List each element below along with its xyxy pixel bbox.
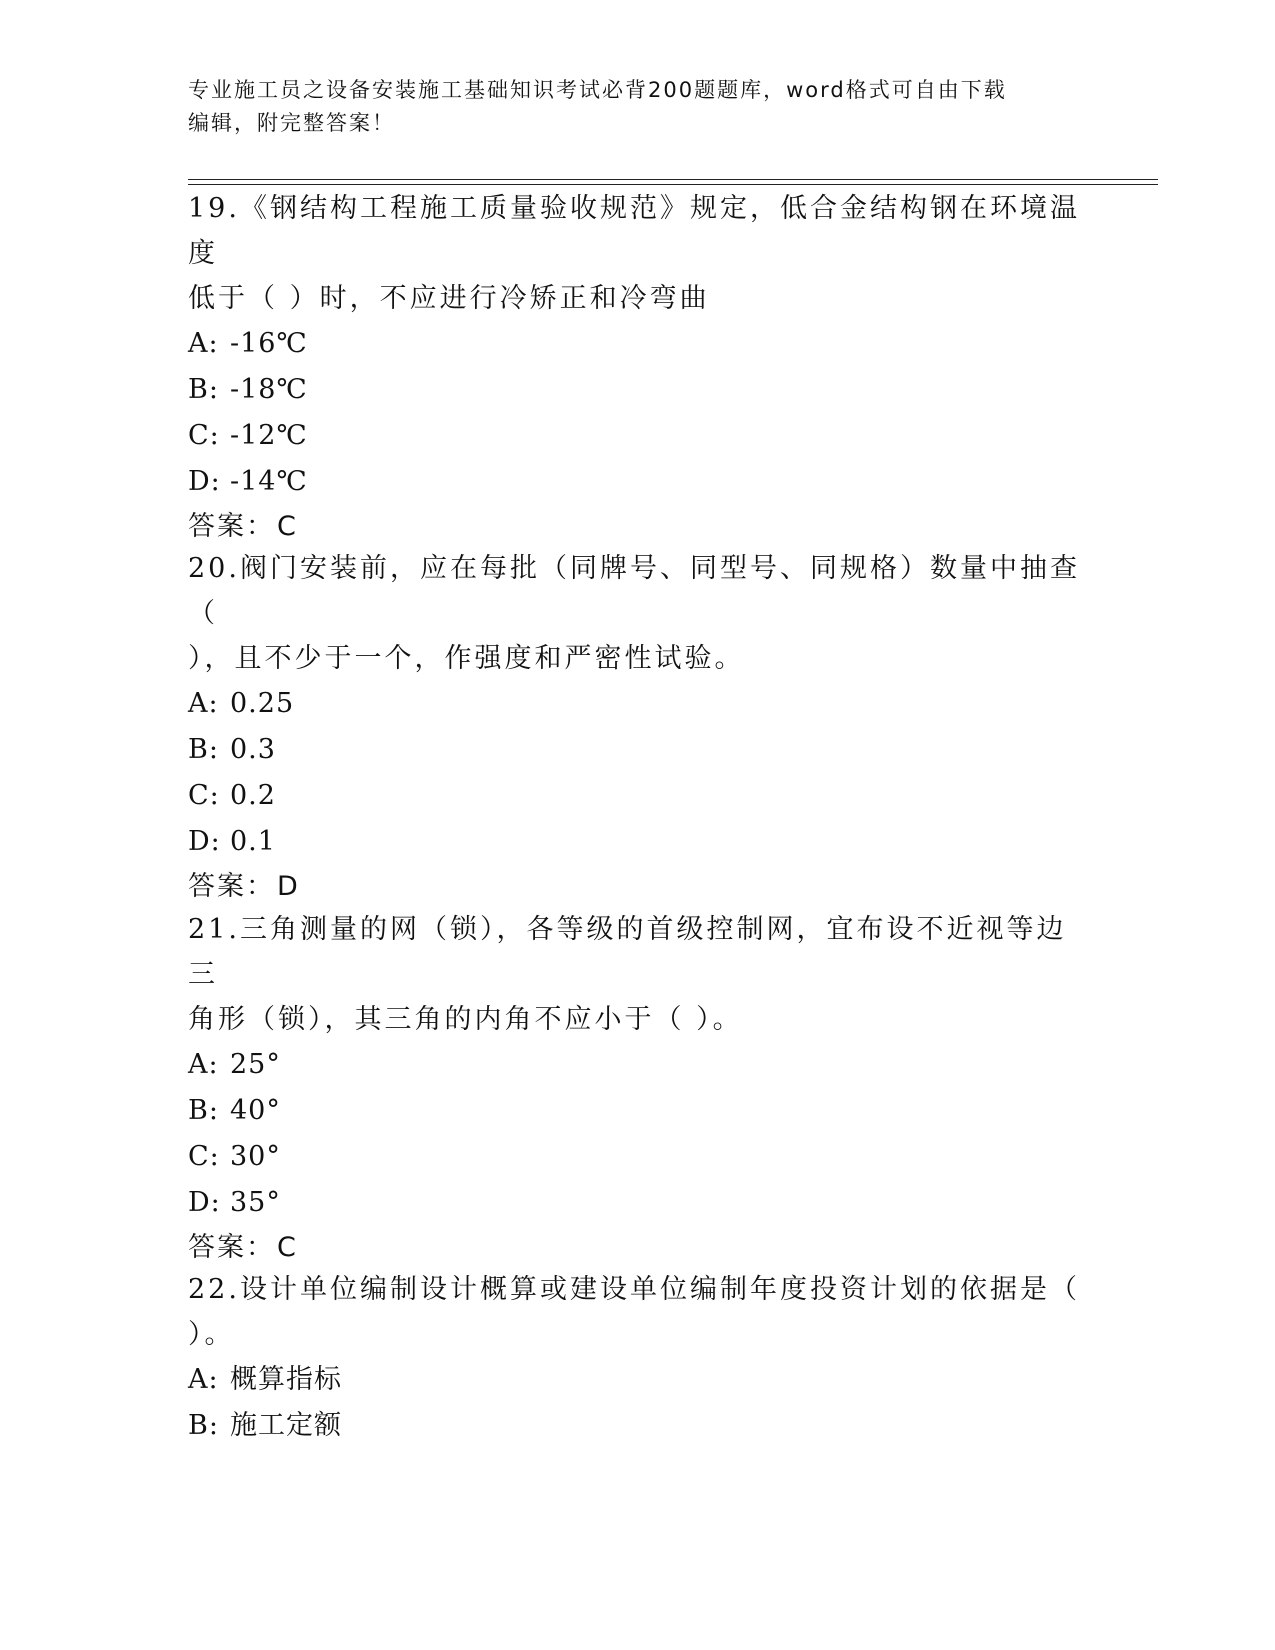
answer-value: D [277, 871, 298, 902]
question-stem-line-2: 角形（锁），其三角的内角不应小于（ ）。 [188, 1004, 743, 1035]
option-text: 0.2 [230, 780, 276, 811]
option-letter: A: [188, 1049, 219, 1080]
answer-line [188, 865, 1088, 909]
option-letter: B: [188, 374, 219, 405]
option-b [188, 1088, 1088, 1134]
question-stem [188, 186, 1088, 321]
option-text: 40° [230, 1095, 281, 1126]
question-stem [188, 907, 1088, 1042]
question-stem-line-1: 20.阀门安装前，应在每批（同牌号、同型号、同规格）数量中抽查（ [188, 553, 1080, 629]
header-line-2: 编辑，附完整答案！ [188, 111, 395, 135]
option-letter: D: [188, 826, 221, 857]
option-a [188, 321, 1088, 367]
question-stem-line-2: 低于（ ）时，不应进行冷矫正和冷弯曲 [188, 283, 710, 314]
question-stem-line-2: ）。 [188, 1319, 235, 1350]
answer-line [188, 1226, 1088, 1270]
option-text: 0.1 [230, 826, 276, 857]
option-letter: B: [188, 1095, 219, 1126]
option-text: 30° [230, 1141, 281, 1172]
answer-label: 答案： [188, 871, 275, 902]
option-text: -14℃ [230, 466, 308, 497]
question-stem [188, 1267, 1088, 1357]
option-letter: A: [188, 328, 219, 359]
option-letter: C: [188, 780, 220, 811]
question-22 [188, 1267, 1088, 1449]
option-c [188, 773, 1088, 819]
option-b [188, 1403, 1088, 1449]
question-stem-line-1: 22.设计单位编制设计概算或建设单位编制年度投资计划的依据是（ [188, 1274, 1080, 1305]
option-c [188, 413, 1088, 459]
option-letter: B: [188, 734, 219, 765]
answer-label: 答案： [188, 1232, 275, 1263]
option-letter: C: [188, 1141, 220, 1172]
option-b [188, 367, 1088, 413]
option-text: 0.3 [230, 734, 276, 765]
option-text: -18℃ [230, 374, 308, 405]
header-divider-top [188, 179, 1158, 180]
question-19 [188, 186, 1088, 549]
question-stem-line-1: 19.《钢结构工程施工质量验收规范》规定，低合金结构钢在环境温度 [188, 193, 1080, 269]
question-stem-line-2: ），且不少于一个，作强度和严密性试验。 [188, 643, 745, 674]
answer-label: 答案： [188, 511, 275, 542]
option-c [188, 1134, 1088, 1180]
option-text: 0.25 [230, 688, 295, 719]
option-d [188, 819, 1088, 865]
document-header [188, 74, 1068, 140]
question-stem-line-1: 21.三角测量的网（锁），各等级的首级控制网，宜布设不近视等边三 [188, 914, 1067, 990]
option-letter: C: [188, 420, 220, 451]
option-letter: B: [188, 1410, 219, 1441]
answer-value: C [277, 1232, 296, 1263]
option-text: 概算指标 [230, 1364, 342, 1395]
option-text: 施工定额 [230, 1410, 342, 1441]
option-letter: D: [188, 466, 221, 497]
option-d [188, 459, 1088, 505]
option-letter: D: [188, 1187, 221, 1218]
answer-value: C [277, 511, 296, 542]
option-d [188, 1180, 1088, 1226]
option-a [188, 681, 1088, 727]
header-line-1: 专业施工员之设备安装施工基础知识考试必背200题题库，word格式可自由下载 [188, 78, 1007, 102]
option-b [188, 727, 1088, 773]
option-text: 25° [230, 1049, 281, 1080]
option-letter: A: [188, 688, 219, 719]
option-text: 35° [230, 1187, 281, 1218]
option-text: -16℃ [230, 328, 308, 359]
question-21 [188, 907, 1088, 1270]
option-text: -12℃ [230, 420, 308, 451]
header-divider-bottom [188, 184, 1158, 185]
question-stem [188, 546, 1088, 681]
answer-line [188, 505, 1088, 549]
option-a [188, 1042, 1088, 1088]
option-letter: A: [188, 1364, 219, 1395]
option-a [188, 1357, 1088, 1403]
question-20 [188, 546, 1088, 909]
